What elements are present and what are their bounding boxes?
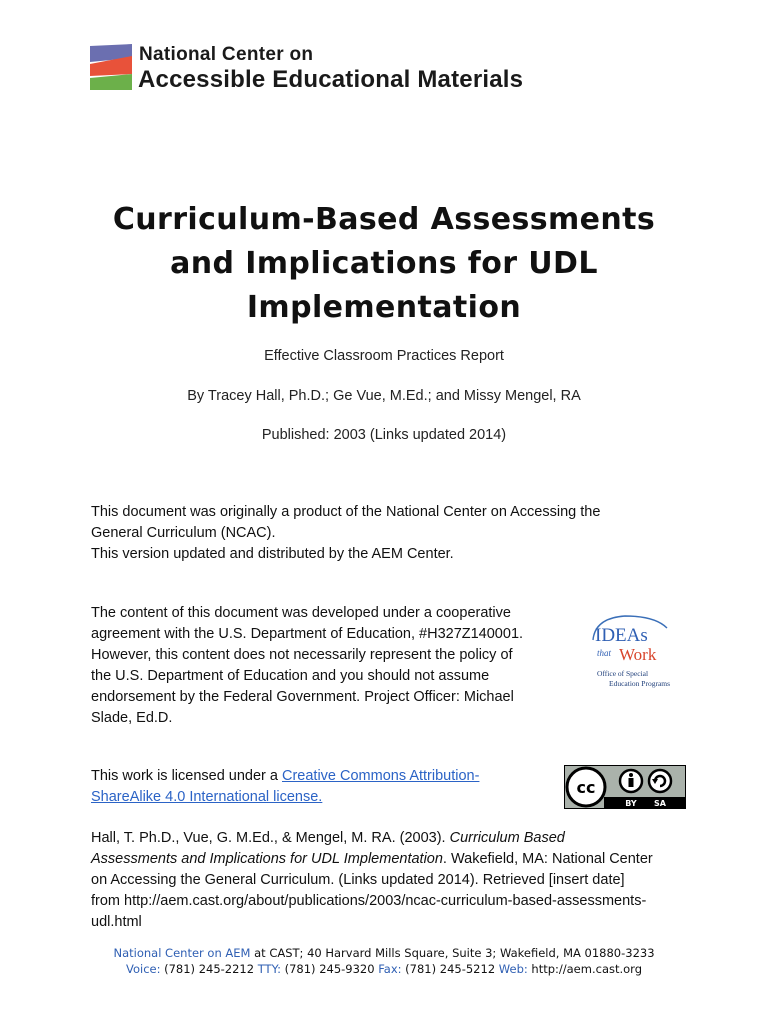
cc-by-sa-badge xyxy=(564,765,686,809)
citation-paragraph xyxy=(91,828,691,933)
citation-text: from http://aem.cast.org/about/publications/2003/ncac-curriculum-based-assessments- xyxy=(91,893,647,909)
authors-line: By Tracey Hall, Ph.D.; Ge Vue, M.Ed.; and Missy Mengel, RA xyxy=(187,388,581,404)
disclaimer-line: The content of this document was developed under a cooperative xyxy=(91,605,511,621)
origin-paragraph xyxy=(91,502,671,565)
citation-text: on Accessing the General Curriculum. (Links updated 2014). Retrieved [insert date] xyxy=(91,872,625,888)
origin-line: This version updated and distributed by the AEM Center. xyxy=(91,546,454,562)
disclaimer-line: agreement with the U.S. Department of Education, #H327Z140001. xyxy=(91,626,524,642)
by-label: BY xyxy=(625,799,637,808)
tty-label: TTY: xyxy=(257,962,281,976)
disclaimer-line: endorsement by the Federal Government. Project Officer: Michael xyxy=(91,689,514,705)
org-name-line2: Accessible Educational Materials xyxy=(138,66,524,93)
citation-title: Curriculum Based xyxy=(449,830,565,846)
disclaimer-line: However, this content does not necessarily represent the policy of xyxy=(91,647,513,663)
disclaimer-line: Slade, Ed.D. xyxy=(91,710,173,726)
sa-label: SA xyxy=(654,799,666,808)
published-line: Published: 2003 (Links updated 2014) xyxy=(261,427,507,443)
license-prefix: This work is licensed under a xyxy=(91,768,282,784)
citation-title: Assessments and Implications for UDL Implementation xyxy=(91,851,443,867)
work-word: Work xyxy=(619,645,657,664)
org-name-line1: National Center on xyxy=(139,44,314,65)
citation-text: udl.html xyxy=(91,914,142,930)
disclaimer-line: the U.S. Department of Education and you should not assume xyxy=(91,668,490,684)
license-paragraph xyxy=(91,766,521,808)
disclaimer-paragraph xyxy=(91,603,551,729)
that-word: that xyxy=(597,648,612,658)
web-url: http://aem.cast.org xyxy=(527,962,643,976)
ideas-caption1: Office of Special xyxy=(597,669,649,678)
report-subtitle: Effective Classroom Practices Report xyxy=(264,348,504,364)
origin-line: General Curriculum (NCAC). xyxy=(91,525,276,541)
title-line1: Curriculum-Based Assessments xyxy=(112,202,656,237)
ideas-caption2: Education Programs xyxy=(609,679,671,688)
fax-label: Fax: xyxy=(378,962,402,976)
ideas-word: IDEAs xyxy=(595,625,648,646)
aem-logo-mark xyxy=(90,44,132,90)
cc-link-text: Creative Commons Attribution- xyxy=(282,768,480,784)
tty-number: (781) 245-9320 xyxy=(280,962,379,976)
fax-number: (781) 245-5212 xyxy=(401,962,499,976)
origin-line: This document was originally a product of the National Center on Accessing the xyxy=(91,504,601,520)
citation-authors: Hall, T. Ph.D., Vue, G. M.Ed., & Mengel, M. RA. (2003). xyxy=(91,830,450,846)
title-line3: Implementation xyxy=(246,290,522,325)
voice-label: Voice: xyxy=(125,962,161,976)
footer-center-name: National Center on AEM xyxy=(113,946,251,960)
footer-contacts xyxy=(0,962,768,976)
citation-text: . Wakefield, MA: National Center xyxy=(442,851,653,867)
cc-symbol: cc xyxy=(576,778,596,797)
ideas-that-work-logo xyxy=(585,610,685,690)
document-title xyxy=(60,198,708,330)
footer-address xyxy=(0,946,768,960)
voice-number: (781) 245-2212 xyxy=(160,962,258,976)
footer-address-text: at CAST; 40 Harvard Mills Square, Suite 3; Wakefield, MA 01880-3233 xyxy=(250,946,655,960)
web-label: Web: xyxy=(498,962,528,976)
cc-link-text: ShareAlike 4.0 International license. xyxy=(91,789,323,805)
title-line2: and Implications for UDL xyxy=(170,246,598,281)
by-person-icon xyxy=(629,773,633,777)
